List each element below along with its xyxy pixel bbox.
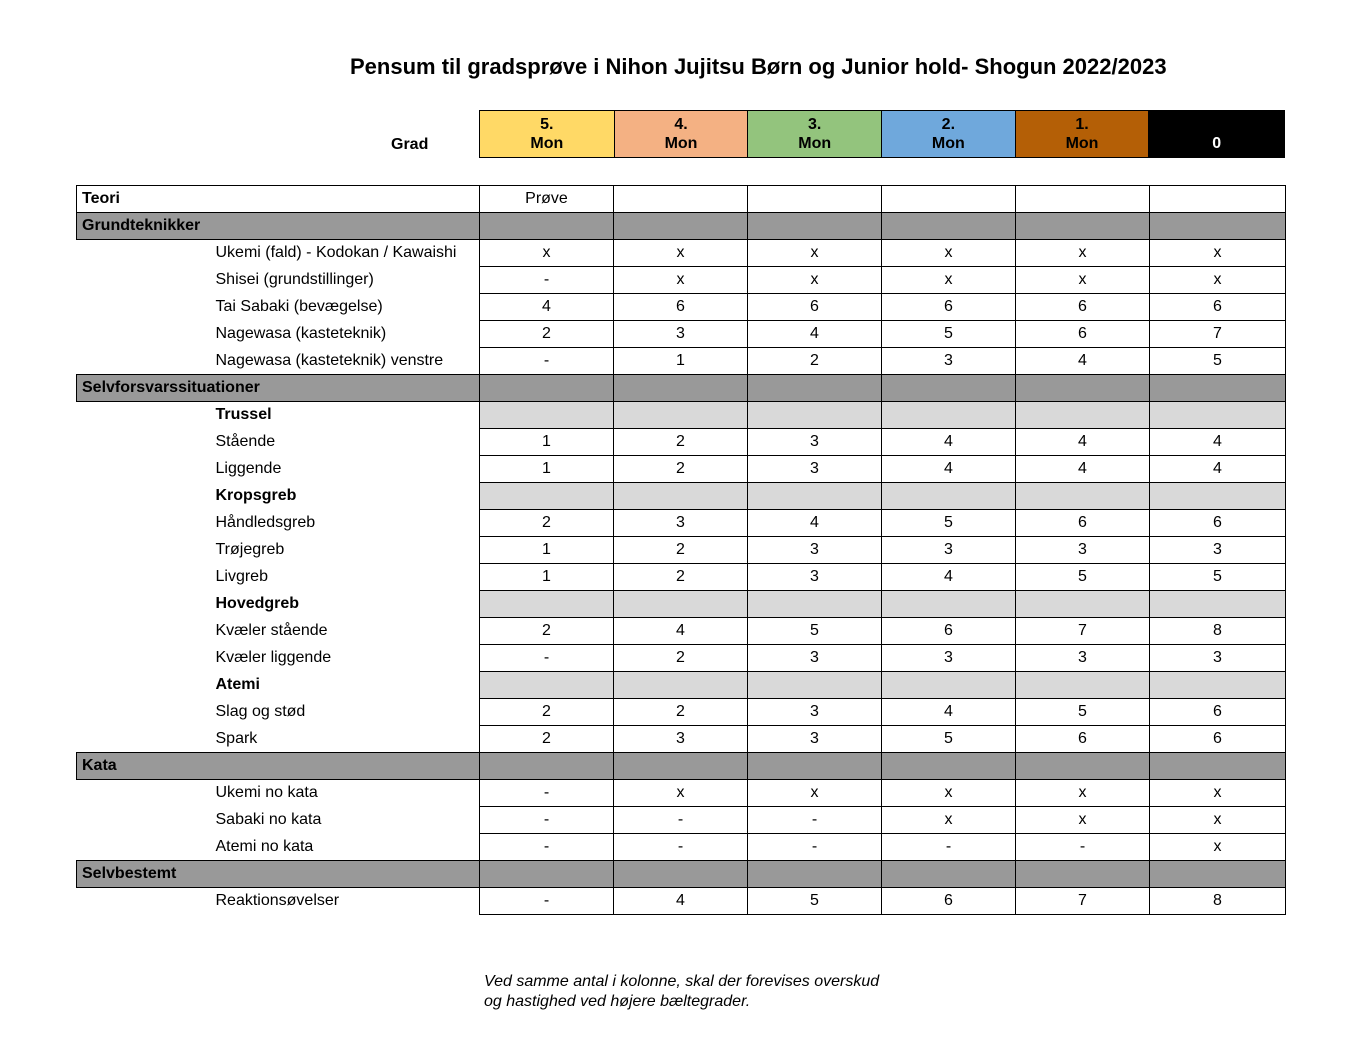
requirement-value: - — [614, 807, 748, 834]
requirement-value: 2 — [480, 618, 614, 645]
technique-label: Nagewasa (kasteteknik) venstre — [77, 348, 480, 375]
requirement-value: 6 — [1150, 294, 1286, 321]
requirement-value: 5 — [748, 618, 882, 645]
requirement-value: 1 — [480, 429, 614, 456]
technique-label: Reaktionsøvelser — [77, 888, 480, 915]
requirement-value: 6 — [1016, 726, 1150, 753]
grade-cell — [747, 111, 881, 157]
requirement-value: 4 — [480, 294, 614, 321]
section-filler-cell — [882, 861, 1016, 888]
technique-row — [77, 645, 1286, 672]
requirement-value: 2 — [614, 429, 748, 456]
section-filler-cell — [882, 753, 1016, 780]
subsection-title: Trussel — [77, 402, 480, 429]
requirement-value: 2 — [480, 321, 614, 348]
requirement-value: 4 — [1016, 348, 1150, 375]
requirement-value: 5 — [1016, 699, 1150, 726]
requirement-value: x — [748, 267, 882, 294]
technique-row — [77, 618, 1286, 645]
section-header-row — [77, 375, 1286, 402]
subsection-filler-cell — [480, 591, 614, 618]
section-filler-cell — [1016, 861, 1150, 888]
requirement-value: x — [1150, 834, 1286, 861]
subsection-filler-cell — [1016, 591, 1150, 618]
requirement-value: 4 — [1150, 456, 1286, 483]
subsection-row — [77, 672, 1286, 699]
requirement-value: - — [1016, 834, 1150, 861]
requirement-value: x — [1016, 240, 1150, 267]
subsection-filler-cell — [882, 591, 1016, 618]
teori-value — [748, 186, 882, 213]
requirement-value: 3 — [1016, 537, 1150, 564]
technique-row — [77, 429, 1286, 456]
requirement-value: 3 — [748, 726, 882, 753]
teori-value — [1150, 186, 1286, 213]
requirement-value: 3 — [748, 699, 882, 726]
grade-cell — [1015, 111, 1149, 157]
subsection-row — [77, 402, 1286, 429]
teori-value — [1016, 186, 1150, 213]
grade-cell — [480, 111, 614, 157]
subsection-filler-cell — [1016, 402, 1150, 429]
teori-value: Prøve — [480, 186, 614, 213]
section-filler-cell — [748, 861, 882, 888]
section-filler-cell — [614, 861, 748, 888]
requirement-value: 6 — [614, 294, 748, 321]
requirement-value: 4 — [614, 888, 748, 915]
requirement-value: x — [748, 780, 882, 807]
requirement-value: x — [1150, 780, 1286, 807]
section-header-row — [77, 753, 1286, 780]
subsection-title: Hovedgreb — [77, 591, 480, 618]
technique-label: Atemi no kata — [77, 834, 480, 861]
requirement-value: x — [1150, 267, 1286, 294]
technique-row — [77, 726, 1286, 753]
grade-number: 4. — [674, 116, 688, 133]
requirement-value: 3 — [882, 645, 1016, 672]
requirement-value: x — [614, 267, 748, 294]
requirement-value: 4 — [882, 699, 1016, 726]
requirement-value: 4 — [882, 456, 1016, 483]
requirement-value: 5 — [1016, 564, 1150, 591]
requirement-value: 4 — [1016, 456, 1150, 483]
subsection-filler-cell — [882, 672, 1016, 699]
grade-number: 5. — [540, 116, 554, 133]
requirement-value: 4 — [1150, 429, 1286, 456]
grade-label: Mon — [1065, 135, 1099, 152]
section-filler-cell — [480, 861, 614, 888]
requirement-value: x — [1016, 267, 1150, 294]
requirement-value: - — [480, 780, 614, 807]
technique-row — [77, 240, 1286, 267]
requirement-value: 2 — [748, 348, 882, 375]
grade-label: 0 — [1212, 135, 1222, 152]
requirement-value: x — [614, 240, 748, 267]
requirement-value: 8 — [1150, 888, 1286, 915]
requirement-value: 5 — [1150, 348, 1286, 375]
technique-label: Ukemi no kata — [77, 780, 480, 807]
technique-label: Kvæler liggende — [77, 645, 480, 672]
requirement-value: 6 — [1150, 510, 1286, 537]
requirement-value: 3 — [748, 429, 882, 456]
requirement-value: 6 — [748, 294, 882, 321]
requirement-value: 2 — [614, 456, 748, 483]
requirement-value: 4 — [748, 321, 882, 348]
grade-number: 2. — [941, 116, 956, 133]
page-title: Pensum til gradsprøve i Nihon Jujitsu Børn og Junior hold- Shogun 2022/2023 — [350, 54, 1167, 79]
requirement-value: 7 — [1150, 321, 1286, 348]
grade-label: Mon — [931, 135, 965, 152]
grade-cell — [881, 111, 1015, 157]
grade-cell — [1148, 111, 1284, 157]
subsection-filler-cell — [748, 402, 882, 429]
grade-header-bar — [479, 110, 1285, 158]
requirement-value: 3 — [882, 537, 1016, 564]
technique-label: Ukemi (fald) - Kodokan / Kawaishi — [77, 240, 480, 267]
section-title: Selvbestemt — [77, 861, 480, 888]
requirement-value: 1 — [480, 564, 614, 591]
teori-value — [614, 186, 748, 213]
requirement-value: 5 — [882, 321, 1016, 348]
footnote — [484, 972, 879, 1012]
subsection-filler-cell — [748, 591, 882, 618]
requirement-value: x — [1150, 240, 1286, 267]
technique-label: Slag og stød — [77, 699, 480, 726]
technique-row — [77, 456, 1286, 483]
requirement-value: 6 — [1016, 510, 1150, 537]
section-header-row — [77, 861, 1286, 888]
requirement-value: 3 — [614, 726, 748, 753]
requirement-value: 7 — [1016, 888, 1150, 915]
requirement-value: - — [748, 834, 882, 861]
requirement-value: 3 — [748, 564, 882, 591]
requirement-value: 6 — [1150, 726, 1286, 753]
requirement-value: 6 — [1150, 699, 1286, 726]
requirement-value: 4 — [882, 564, 1016, 591]
requirement-value: x — [748, 240, 882, 267]
teori-row — [77, 186, 1286, 213]
subsection-title: Kropsgreb — [77, 483, 480, 510]
technique-row — [77, 780, 1286, 807]
requirement-value: 3 — [1150, 537, 1286, 564]
requirement-value: 6 — [882, 618, 1016, 645]
technique-row — [77, 564, 1286, 591]
requirement-value: 4 — [614, 618, 748, 645]
section-title: Grundteknikker — [77, 213, 480, 240]
section-header-row — [77, 213, 1286, 240]
grade-row-label: Grad — [391, 136, 429, 153]
technique-label: Shisei (grundstillinger) — [77, 267, 480, 294]
requirement-value: 1 — [480, 537, 614, 564]
requirement-value: x — [882, 780, 1016, 807]
subsection-filler-cell — [1016, 483, 1150, 510]
section-filler-cell — [614, 375, 748, 402]
subsection-filler-cell — [1150, 402, 1286, 429]
requirement-value: 4 — [882, 429, 1016, 456]
technique-row — [77, 699, 1286, 726]
requirement-value: x — [882, 807, 1016, 834]
requirement-value: 3 — [748, 456, 882, 483]
subsection-filler-cell — [1150, 672, 1286, 699]
requirement-value: 3 — [882, 348, 1016, 375]
section-filler-cell — [748, 375, 882, 402]
requirement-value: - — [748, 807, 882, 834]
requirement-value: 3 — [1016, 645, 1150, 672]
teori-label: Teori — [77, 186, 480, 213]
requirement-value: 1 — [614, 348, 748, 375]
requirement-value: - — [480, 834, 614, 861]
requirement-value: - — [882, 834, 1016, 861]
grade-label: Mon — [664, 135, 698, 152]
grade-label: Mon — [798, 135, 832, 152]
subsection-filler-cell — [614, 672, 748, 699]
grade-number: 3. — [808, 116, 822, 133]
requirement-value: 4 — [1016, 429, 1150, 456]
requirement-value: 7 — [1016, 618, 1150, 645]
requirement-value: 3 — [748, 645, 882, 672]
technique-label: Livgreb — [77, 564, 480, 591]
requirement-value: 2 — [614, 564, 748, 591]
curriculum-table — [76, 185, 1286, 915]
technique-row — [77, 807, 1286, 834]
subsection-filler-cell — [882, 483, 1016, 510]
requirement-value: 4 — [748, 510, 882, 537]
technique-row — [77, 321, 1286, 348]
section-filler-cell — [480, 213, 614, 240]
section-filler-cell — [614, 753, 748, 780]
technique-label: Nagewasa (kasteteknik) — [77, 321, 480, 348]
subsection-filler-cell — [480, 402, 614, 429]
requirement-value: x — [882, 267, 1016, 294]
technique-label: Sabaki no kata — [77, 807, 480, 834]
requirement-value: 5 — [882, 510, 1016, 537]
footnote-line: Ved samme antal i kolonne, skal der forevises overskud — [484, 973, 880, 990]
requirement-value: 2 — [480, 699, 614, 726]
technique-label: Håndledsgreb — [77, 510, 480, 537]
requirement-value: 6 — [882, 888, 1016, 915]
subsection-filler-cell — [1150, 483, 1286, 510]
requirement-value: 3 — [614, 321, 748, 348]
requirement-value: x — [1150, 807, 1286, 834]
requirement-value: - — [480, 807, 614, 834]
subsection-filler-cell — [1016, 672, 1150, 699]
technique-label: Liggende — [77, 456, 480, 483]
subsection-filler-cell — [614, 483, 748, 510]
technique-label: Tai Sabaki (bevægelse) — [77, 294, 480, 321]
section-filler-cell — [1150, 375, 1286, 402]
requirement-value: 6 — [882, 294, 1016, 321]
requirement-value: - — [614, 834, 748, 861]
section-filler-cell — [1150, 753, 1286, 780]
subsection-filler-cell — [748, 672, 882, 699]
requirement-value: 5 — [748, 888, 882, 915]
requirement-value: - — [480, 888, 614, 915]
section-filler-cell — [1150, 861, 1286, 888]
requirement-value: 2 — [480, 726, 614, 753]
section-filler-cell — [748, 213, 882, 240]
requirement-value: x — [1016, 780, 1150, 807]
section-filler-cell — [1150, 213, 1286, 240]
technique-row — [77, 888, 1286, 915]
section-title: Kata — [77, 753, 480, 780]
teori-value — [882, 186, 1016, 213]
subsection-title: Atemi — [77, 672, 480, 699]
section-filler-cell — [882, 213, 1016, 240]
technique-row — [77, 834, 1286, 861]
section-filler-cell — [480, 753, 614, 780]
requirement-value: - — [480, 267, 614, 294]
requirement-value: 3 — [1150, 645, 1286, 672]
requirement-value: 2 — [614, 699, 748, 726]
section-filler-cell — [882, 375, 1016, 402]
requirement-value: 5 — [1150, 564, 1286, 591]
grade-cell — [614, 111, 748, 157]
technique-label: Kvæler stående — [77, 618, 480, 645]
requirement-value: 2 — [614, 645, 748, 672]
subsection-filler-cell — [748, 483, 882, 510]
section-filler-cell — [1016, 375, 1150, 402]
requirement-value: 6 — [1016, 321, 1150, 348]
grade-number: 1. — [1075, 116, 1089, 133]
technique-label: Trøjegreb — [77, 537, 480, 564]
subsection-filler-cell — [882, 402, 1016, 429]
section-filler-cell — [614, 213, 748, 240]
technique-label: Stående — [77, 429, 480, 456]
requirement-value: 2 — [614, 537, 748, 564]
requirement-value: x — [1016, 807, 1150, 834]
requirement-value: x — [614, 780, 748, 807]
requirement-value: 1 — [480, 456, 614, 483]
grade-label: Mon — [530, 135, 564, 152]
section-filler-cell — [480, 375, 614, 402]
requirement-value: 3 — [748, 537, 882, 564]
technique-row — [77, 537, 1286, 564]
requirement-value: x — [882, 240, 1016, 267]
requirement-value: - — [480, 645, 614, 672]
requirement-value: 5 — [882, 726, 1016, 753]
technique-row — [77, 348, 1286, 375]
section-filler-cell — [1016, 213, 1150, 240]
requirement-value: - — [480, 348, 614, 375]
technique-row — [77, 510, 1286, 537]
subsection-row — [77, 591, 1286, 618]
technique-row — [77, 294, 1286, 321]
subsection-filler-cell — [614, 591, 748, 618]
footnote-line: og hastighed ved højere bæltegrader. — [484, 993, 751, 1010]
subsection-filler-cell — [480, 483, 614, 510]
subsection-filler-cell — [480, 672, 614, 699]
technique-label: Spark — [77, 726, 480, 753]
requirement-value: 8 — [1150, 618, 1286, 645]
subsection-filler-cell — [1150, 591, 1286, 618]
technique-row — [77, 267, 1286, 294]
section-title: Selvforsvarssituationer — [77, 375, 480, 402]
requirement-value: 2 — [480, 510, 614, 537]
requirement-value: x — [480, 240, 614, 267]
requirement-value: 6 — [1016, 294, 1150, 321]
subsection-filler-cell — [614, 402, 748, 429]
section-filler-cell — [1016, 753, 1150, 780]
requirement-value: 3 — [614, 510, 748, 537]
section-filler-cell — [748, 753, 882, 780]
subsection-row — [77, 483, 1286, 510]
